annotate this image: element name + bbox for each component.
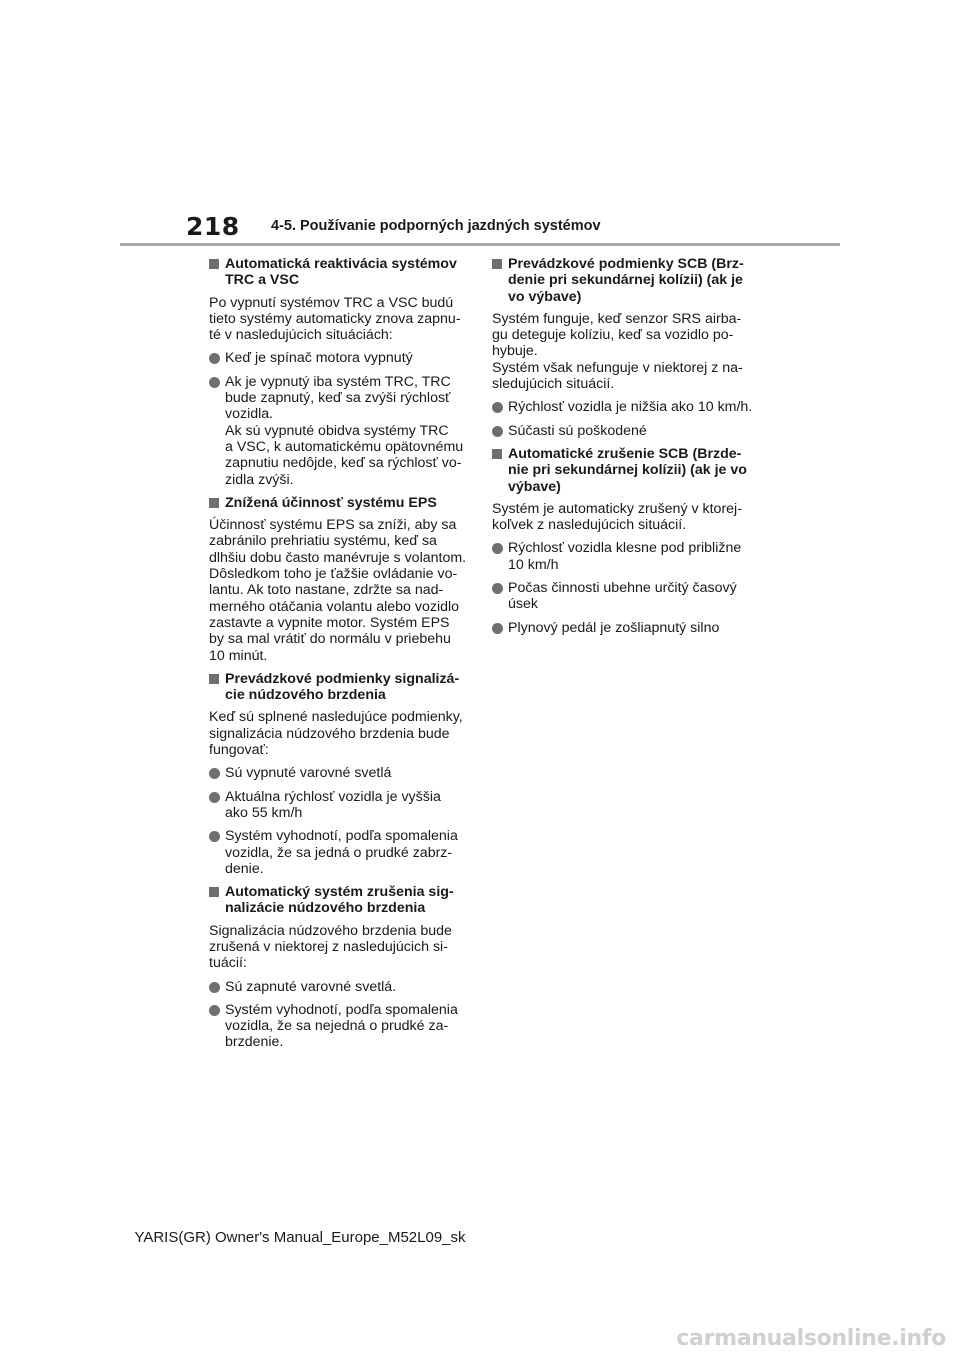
right-column-para [492,311,750,392]
right-column-bullet [492,580,750,613]
text-line: výbave) [508,478,561,495]
left-column-bullet [209,350,467,366]
text-line: 10 km/h [508,556,559,573]
text-line: tuácií: [209,955,247,972]
text-line: signalizácia núdzového brzdenia bude [209,725,450,742]
text-line: zapnutiu nedôjde, keď sa rýchlosť vo- [225,455,462,472]
text-line: Aktuálna rýchlosť vozidla je vyššia [225,788,441,805]
text-line: hybuje. [492,343,538,360]
text-line: koľvek z nasledujúcich situácií. [492,517,687,534]
text-line: Systém funguje, keď senzor SRS airba- [492,310,742,327]
text-line: té v nasledujúcich situáciách: [209,327,393,344]
text-line: fungovať: [209,742,269,759]
text-line: ako 55 km/h [225,804,303,821]
left-column-bullet [209,789,467,822]
right-column-bullet [492,540,750,573]
text-line: dlhšiu dobu často manévruje s volantom. [209,549,467,566]
text-line: denie. [225,860,264,877]
left-column-bullet [209,765,467,781]
circle-bullet-icon [209,1005,220,1016]
section-title: 4-5. Používanie podporných jazdných systémov [271,218,601,234]
text-line: gu deteguje kolíziu, keď sa vozidlo po- [492,327,734,344]
right-column-bullet [492,399,753,416]
text-line: bude zapnutý, keď sa zvýši rýchlosť [225,390,451,407]
text-line: Znížená účinnosť systému EPS [225,494,437,511]
text-line: vozidla. [225,406,274,423]
text-line: Plynový pedál je zošliapnutý silno [508,619,720,636]
text-line: Účinnosť systému EPS sa zníži, aby sa [209,517,457,534]
text-line: Prevádzkové podmienky SCB (Brz- [508,256,744,272]
left-column-para [209,295,467,344]
text-line: cie núdzového brzdenia [225,687,386,704]
circle-bullet-icon [492,543,503,554]
text-line: Automatický systém zrušenia sig- [225,884,454,901]
text-line: Rýchlosť vozidla je nižšia ako 10 km/h. [508,399,753,416]
left-column-bullet [209,828,467,877]
text-line: a VSC, k automatickému opätovnému [225,438,464,455]
watermark-text[interactable]: carmanualsonline.info [676,1326,946,1351]
text-line: denie pri sekundárnej kolízii) (ak je [508,272,743,289]
square-bullet-icon [209,259,219,269]
text-line: nie pri sekundárnej kolízii) (ak je vo [508,462,747,479]
square-bullet-icon [492,449,502,459]
text-line: zastavte a vypnite motor. Systém EPS [209,614,450,631]
left-column-heading [209,495,467,511]
right-column [492,256,753,643]
left-column-bullet [209,1002,467,1051]
text-line: Sú zapnuté varovné svetlá. [225,978,397,995]
text-line: Automatické zrušenie SCB (Brzde- [508,445,742,462]
text-line: TRC a VSC [225,272,300,289]
manual-id: YARIS(GR) Owner's Manual_Europe_M52L09_sk [134,1229,466,1246]
left-column-heading [209,256,467,289]
circle-bullet-icon [492,402,503,413]
text-line: Systém vyhodnotí, podľa spomalenia [225,1001,458,1018]
text-line: brzdenie. [225,1034,284,1051]
right-column-bullet [492,423,750,439]
circle-bullet-icon [492,623,503,634]
right-column-heading [492,446,750,495]
text-line: tieto systémy automaticky znova zapnu- [209,310,461,327]
circle-bullet-icon [209,792,220,803]
text-line: zrušená v niektorej z nasledujúcich si- [209,938,448,955]
text-line: Systém je automaticky zrušený v ktorej- [492,500,742,517]
left-column-para [209,923,467,972]
right-column-bullet [492,620,750,636]
text-line: Systém vyhodnotí, podľa spomalenia [225,828,458,845]
text-line: Signalizácia núdzového brzdenia bude [209,922,452,939]
left-column-bullet [209,374,467,488]
square-bullet-icon [209,887,219,897]
text-line: zabránilo prehriatiu systému, keď sa [209,533,437,550]
circle-bullet-icon [209,377,220,388]
text-line: Počas činnosti ubehne určitý časový [508,580,737,597]
square-bullet-icon [209,674,219,684]
page-number: 218 [186,212,240,241]
text-line: sledujúcich situácií. [492,376,615,393]
text-line: vozidla, že sa nejedná o prudké za- [225,1018,449,1035]
text-line: Automatická reaktivácia systémov [225,256,457,272]
circle-bullet-icon [492,426,503,437]
text-line: zidla zvýši. [225,471,294,488]
circle-bullet-icon [209,768,220,779]
circle-bullet-icon [209,982,220,993]
page-footer [0,1229,960,1246]
page-header [0,0,960,250]
text-line: Ak sú vypnuté obidva systémy TRC [225,422,449,439]
text-line: Dôsledkom toho je ťažšie ovládanie vo- [209,566,458,583]
text-line: Systém však nefunguje v niektorej z na- [492,359,743,376]
left-column [209,256,467,1058]
text-line: Sú vypnuté varovné svetlá [225,765,392,782]
text-line: lantu. Ak toto nastane, zdržte sa nad- [209,582,444,599]
text-line: Keď sú splnené nasledujúce podmienky, [209,709,463,726]
square-bullet-icon [209,498,219,508]
text-line: Prevádzkové podmienky signalizá- [225,670,460,687]
circle-bullet-icon [209,831,220,842]
left-column-heading [209,884,467,917]
right-column-para [492,501,750,534]
text-line: nalizácie núdzového brzdenia [225,900,426,917]
header-divider [120,243,840,246]
text-line: 10 minút. [209,647,268,664]
square-bullet-icon [492,259,502,269]
text-line: Po vypnutí systémov TRC a VSC budú [209,294,454,311]
text-line: vozidla, že sa jedná o prudké zabrz- [225,844,453,861]
circle-bullet-icon [209,353,220,364]
text-line: vo výbave) [508,288,582,305]
text-line: Súčasti sú poškodené [508,422,647,439]
circle-bullet-icon [492,583,503,594]
text-line: Rýchlosť vozidla klesne pod približne [508,540,742,557]
left-column-para [209,709,467,758]
right-column-heading [492,256,750,305]
text-line: úsek [508,596,538,613]
text-line: by sa mal vrátiť do normálu v priebehu [209,631,451,648]
left-column-heading [209,671,467,704]
left-column-bullet [209,979,467,995]
text-line: Ak je vypnutý iba systém TRC, TRC [225,373,451,390]
left-column-para [209,517,467,664]
text-line: Keď je spínač motora vypnutý [225,350,413,367]
text-line: merného otáčania volantu alebo vozidlo [209,598,460,615]
